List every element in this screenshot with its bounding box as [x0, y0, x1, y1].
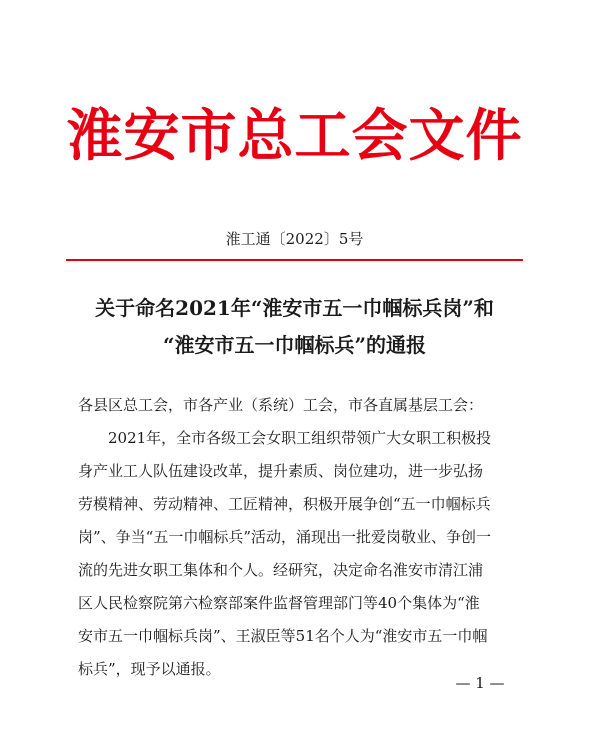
page-number: — 1 — — [455, 674, 505, 692]
body-line: 劳模精神、劳动精神、工匠精神，积极开展争创“五一巾帼标兵 — [78, 495, 491, 513]
body-line: 岗”、争当“五一巾帼标兵”活动，涌现出一批爱岗敬业、争创一 — [78, 528, 492, 546]
red-divider-line — [66, 259, 523, 261]
body-line: 标兵”，现予以通报。 — [78, 660, 221, 678]
document-title-line-1: 关于命名2021年“淮安市五一巾帼标兵岗”和 — [95, 296, 494, 320]
document-title-line-2: “淮安市五一巾帼标兵”的通报 — [162, 333, 426, 357]
body-line: 2021年，全市各级工会女职工组织带领广大女职工积极投 — [108, 429, 492, 447]
body-line: 流的先进女职工集体和个人。经研究，决定命名淮安市清江浦 — [78, 561, 484, 579]
body-line: 安市五一巾帼标兵岗”、王淑臣等51名个人为“淮安市五一巾帼 — [78, 627, 488, 645]
salutation: 各县区总工会，市各产业（系统）工会，市各直属基层工会： — [78, 396, 484, 414]
body-line: 身产业工人队伍建设改革，提升素质、岗位建功，进一步弘扬 — [78, 462, 484, 480]
document-masthead: 淮安市总工会文件 — [66, 103, 523, 169]
body-line: 区人民检察院第六检察部案件监督管理部门等40个集体为“淮 — [78, 594, 480, 612]
document-number: 淮工通〔2022〕5号 — [225, 230, 364, 248]
